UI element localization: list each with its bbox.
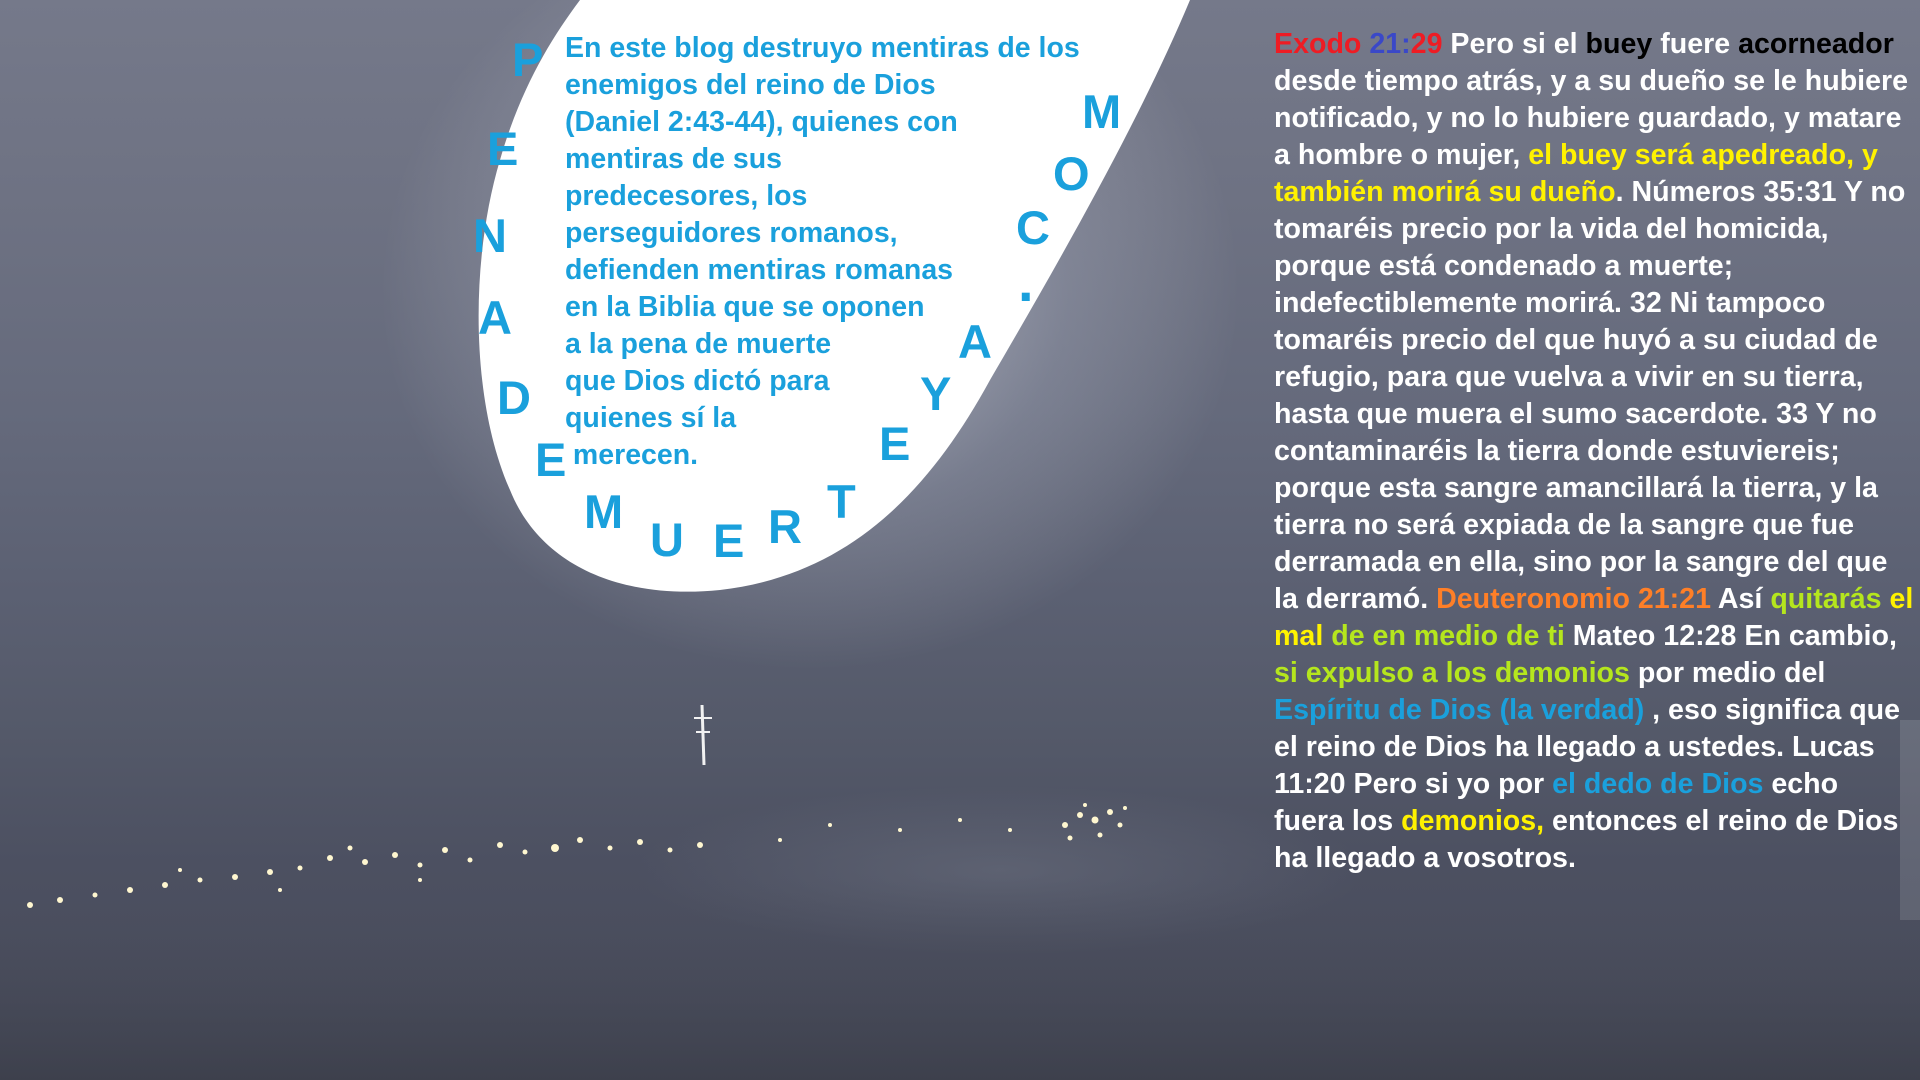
arc-letter: U: [650, 513, 684, 566]
arc-letter: C: [1016, 201, 1050, 254]
verse-highlight-acorneador: acorneador: [1738, 28, 1894, 60]
arc-letter: D: [497, 371, 531, 424]
verse-highlight-quitaras: quitarás: [1770, 583, 1882, 615]
verse-text: Pero si el: [1442, 28, 1586, 60]
arc-letter: M: [1082, 85, 1122, 138]
blog-line: En este blog destruyo mentiras de los: [565, 32, 1080, 64]
verse-text: echo fuera los: [1274, 768, 1839, 837]
verse-highlight-dedo: el dedo de Dios: [1552, 768, 1764, 800]
arc-letter: N: [473, 209, 507, 262]
arc-letter: E: [879, 417, 911, 470]
blog-line: mentiras de sus: [565, 143, 783, 175]
verse-text: fuere: [1652, 28, 1739, 60]
verse-highlight-demonios: demonios,: [1401, 805, 1545, 837]
blog-line: quienes sí la: [565, 402, 737, 434]
verse-highlight-medio: de en medio de ti: [1331, 620, 1565, 652]
verse-text: por medio del: [1629, 657, 1826, 689]
verse-text: desde tiempo atrás, y a su dueño se le hubiere notificado, y no lo hubiere guardado, y matare a hombre o mujer,: [1274, 65, 1909, 171]
blog-line: merecen.: [565, 439, 699, 471]
arc-letter: A: [958, 315, 992, 368]
arc-letter: E: [535, 433, 567, 486]
verse-ref-number: 29: [1410, 28, 1443, 60]
verse-ref-chapter: 21: [1369, 28, 1402, 60]
verse-highlight-apedreado: el buey será apedreado, y también morirá su dueño: [1274, 139, 1878, 208]
verse-text: Mateo 12:28 En cambio,: [1564, 620, 1897, 652]
ground-shadow: [0, 880, 1920, 1080]
arc-letter: A: [478, 291, 512, 344]
arc-letter: R: [768, 500, 802, 553]
blog-line: predecesores, los: [565, 180, 808, 212]
verse-ref-colon: :: [1401, 28, 1411, 60]
blog-line: perseguidores romanos,: [565, 217, 898, 249]
arc-letter: Y: [920, 367, 952, 420]
blog-description: [565, 30, 1155, 474]
verse-highlight-buey: buey: [1585, 28, 1653, 60]
verse-highlight-expulso: si expulso a los demonios: [1274, 657, 1630, 689]
blog-line: (Daniel 2:43-44), quienes con: [565, 106, 958, 138]
verse-text: . Números 35:31 Y no tomaréis precio por la vida del homicida, porque está condenado a muerte; indefectiblemente morirá. 32 Ni tampoco tomaréis precio del que huyó a su ciudad de refugio, para que vuelva a vivir en su tierra, hasta que muera el sumo sacerdote. 33 Y no contaminaréis la tierra donde estuviereis; porque esta sangre amancillará la tierra, y la tierra no será expiada de la sangre que fue derramada en ella, sino por la sangre del que la derramó.: [1274, 176, 1906, 615]
blog-line: enemigos del reino de Dios: [565, 69, 936, 101]
blog-line: en la Biblia que se oponen: [565, 291, 925, 323]
verse-ref-exodo: Exodo: [1274, 28, 1370, 60]
verse-text: entonces el reino de Dios ha llegado a vosotros.: [1274, 805, 1899, 874]
arc-letter: O: [1053, 147, 1090, 200]
verse-text: [1882, 583, 1890, 615]
arc-letter: P: [512, 33, 544, 86]
verse-text: Así: [1711, 583, 1771, 615]
blog-line: defienden mentiras romanas: [565, 254, 954, 286]
verse-highlight-espiritu: Espíritu de Dios (la verdad): [1274, 694, 1645, 726]
arc-letter: .: [1018, 250, 1034, 313]
verse-ref-deuteronomio: Deuteronomio 21:21: [1436, 583, 1711, 615]
arc-letter: E: [713, 514, 745, 567]
bible-verses: [1274, 26, 1914, 877]
verse-highlight-el-mal: el mal: [1274, 583, 1914, 652]
blog-line: que Dios dictó para: [565, 365, 830, 397]
verse-text: , eso significa que el reino de Dios ha llegado a ustedes. Lucas 11:20 Pero si yo por: [1274, 694, 1901, 800]
tower-icon: [702, 705, 704, 765]
blog-line: a la pena de muerte: [565, 328, 832, 360]
arc-letter: T: [827, 475, 856, 528]
arc-letter: M: [584, 485, 624, 538]
arc-letter: E: [487, 122, 519, 175]
